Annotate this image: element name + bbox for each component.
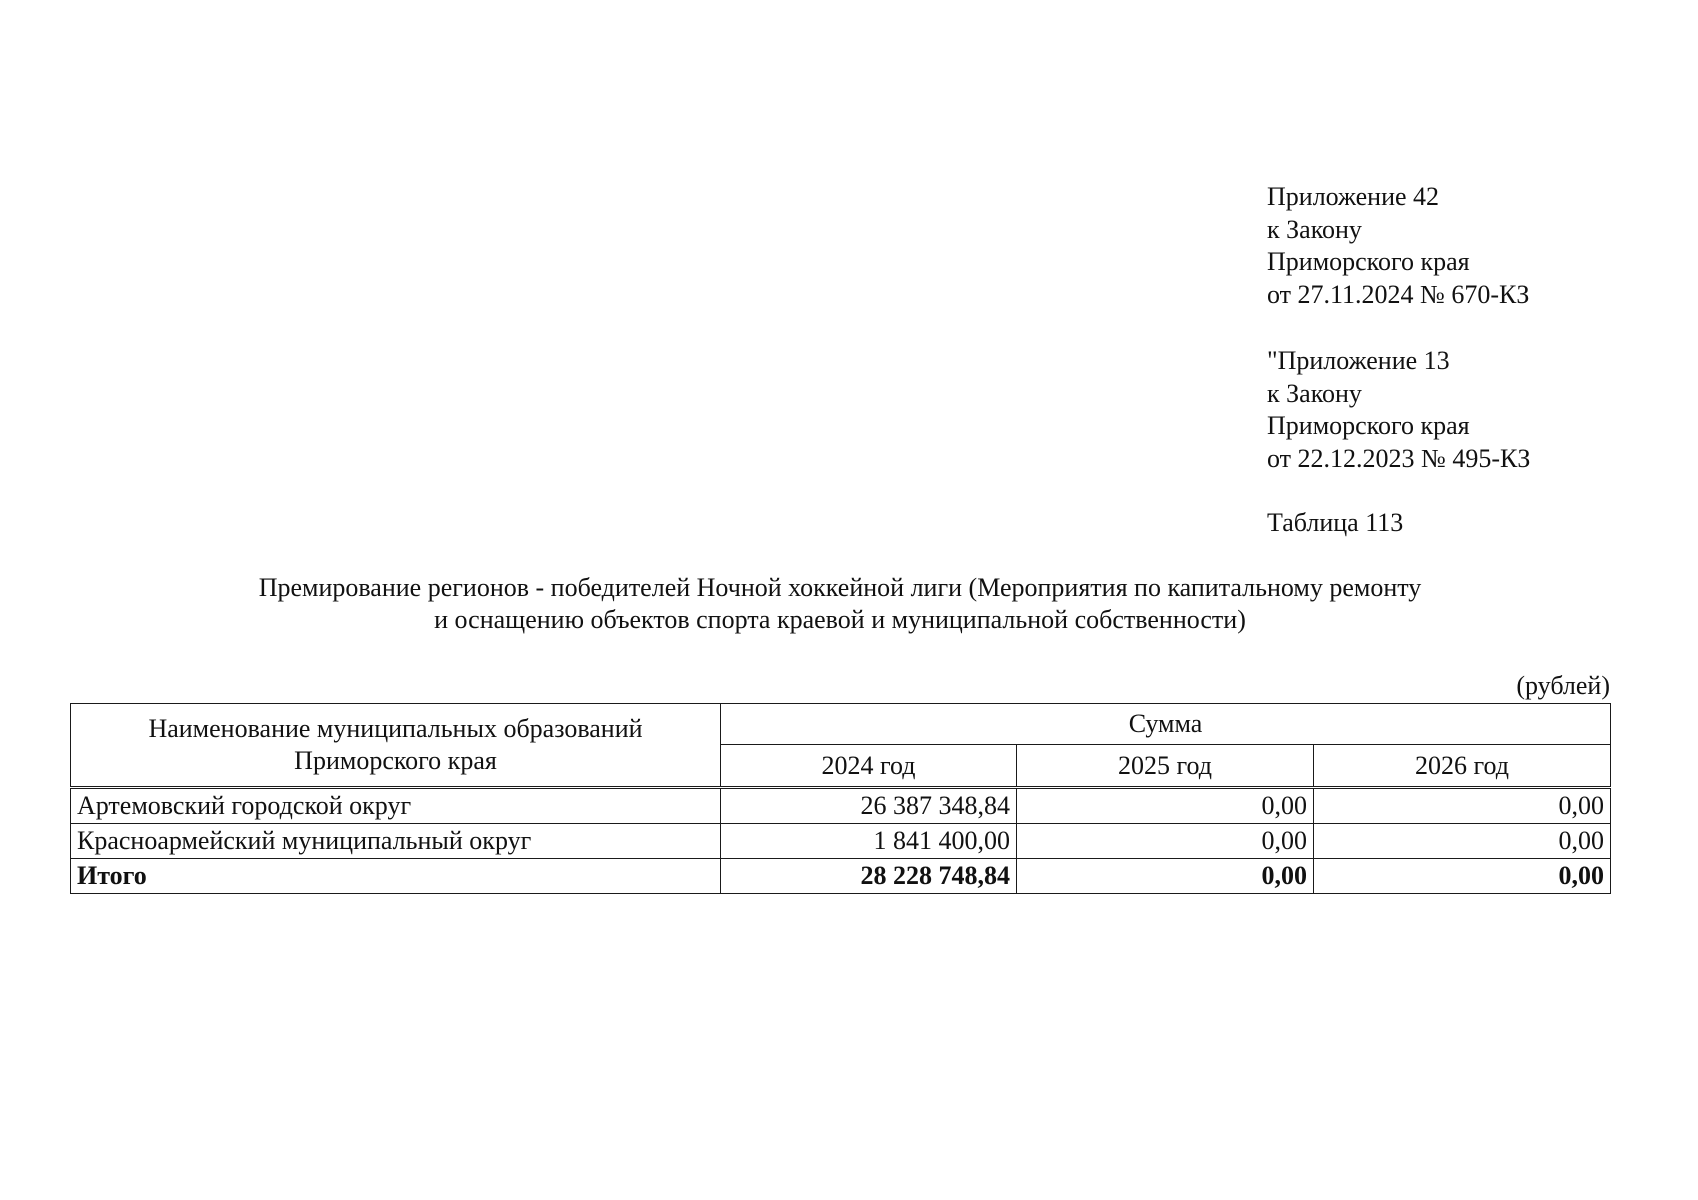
header-sum: Сумма: [721, 704, 1611, 745]
municipality-name: Артемовский городской округ: [71, 788, 721, 824]
amount-2024: 26 387 348,84: [721, 788, 1017, 824]
appendix-line: от 27.11.2024 № 670-КЗ: [1267, 279, 1530, 309]
appendix-reference-current: [1267, 181, 1529, 311]
title-line: Премирование регионов - победителей Ночной хоккейной лиги (Мероприятия по капитальному ремонту: [258, 573, 1422, 602]
total-2026: 0,00: [1314, 859, 1611, 894]
document-title: [120, 572, 1560, 636]
unit-label: (рублей): [1516, 671, 1610, 700]
amount-2025: 0,00: [1017, 824, 1314, 859]
appendix-line: от 22.12.2023 № 495-КЗ: [1267, 443, 1531, 473]
amount-2026: 0,00: [1314, 788, 1611, 824]
appendix-line: к Закону: [1267, 378, 1362, 408]
funding-table: [70, 703, 1611, 894]
appendix-line: к Закону: [1267, 214, 1362, 244]
table-row: [71, 788, 1611, 824]
table-number: Таблица 113: [1267, 508, 1404, 537]
appendix-line: Приморского края: [1267, 411, 1470, 440]
municipality-name: Красноармейский муниципальный округ: [71, 824, 721, 859]
header-year-2025: 2025 год: [1017, 745, 1314, 788]
header-municipality-line: Приморского края: [294, 746, 497, 775]
total-2024: 28 228 748,84: [721, 859, 1017, 894]
title-line: и оснащению объектов спорта краевой и муниципальной собственности): [434, 605, 1246, 634]
appendix-line: "Приложение 13: [1267, 346, 1450, 375]
header-year-2026: 2026 год: [1314, 745, 1611, 788]
header-municipality: [71, 704, 721, 788]
header-year-2024: 2024 год: [721, 745, 1017, 788]
appendix-line: Приложение 42: [1267, 182, 1440, 211]
total-row: [71, 859, 1611, 894]
table-row: [71, 824, 1611, 859]
header-municipality-line: Наименование муниципальных образований: [148, 714, 643, 743]
appendix-line: Приморского края: [1267, 247, 1470, 276]
amount-2024: 1 841 400,00: [721, 824, 1017, 859]
amount-2025: 0,00: [1017, 788, 1314, 824]
total-2025: 0,00: [1017, 859, 1314, 894]
total-label: Итого: [71, 859, 721, 894]
appendix-reference-original: [1267, 345, 1530, 475]
amount-2026: 0,00: [1314, 824, 1611, 859]
